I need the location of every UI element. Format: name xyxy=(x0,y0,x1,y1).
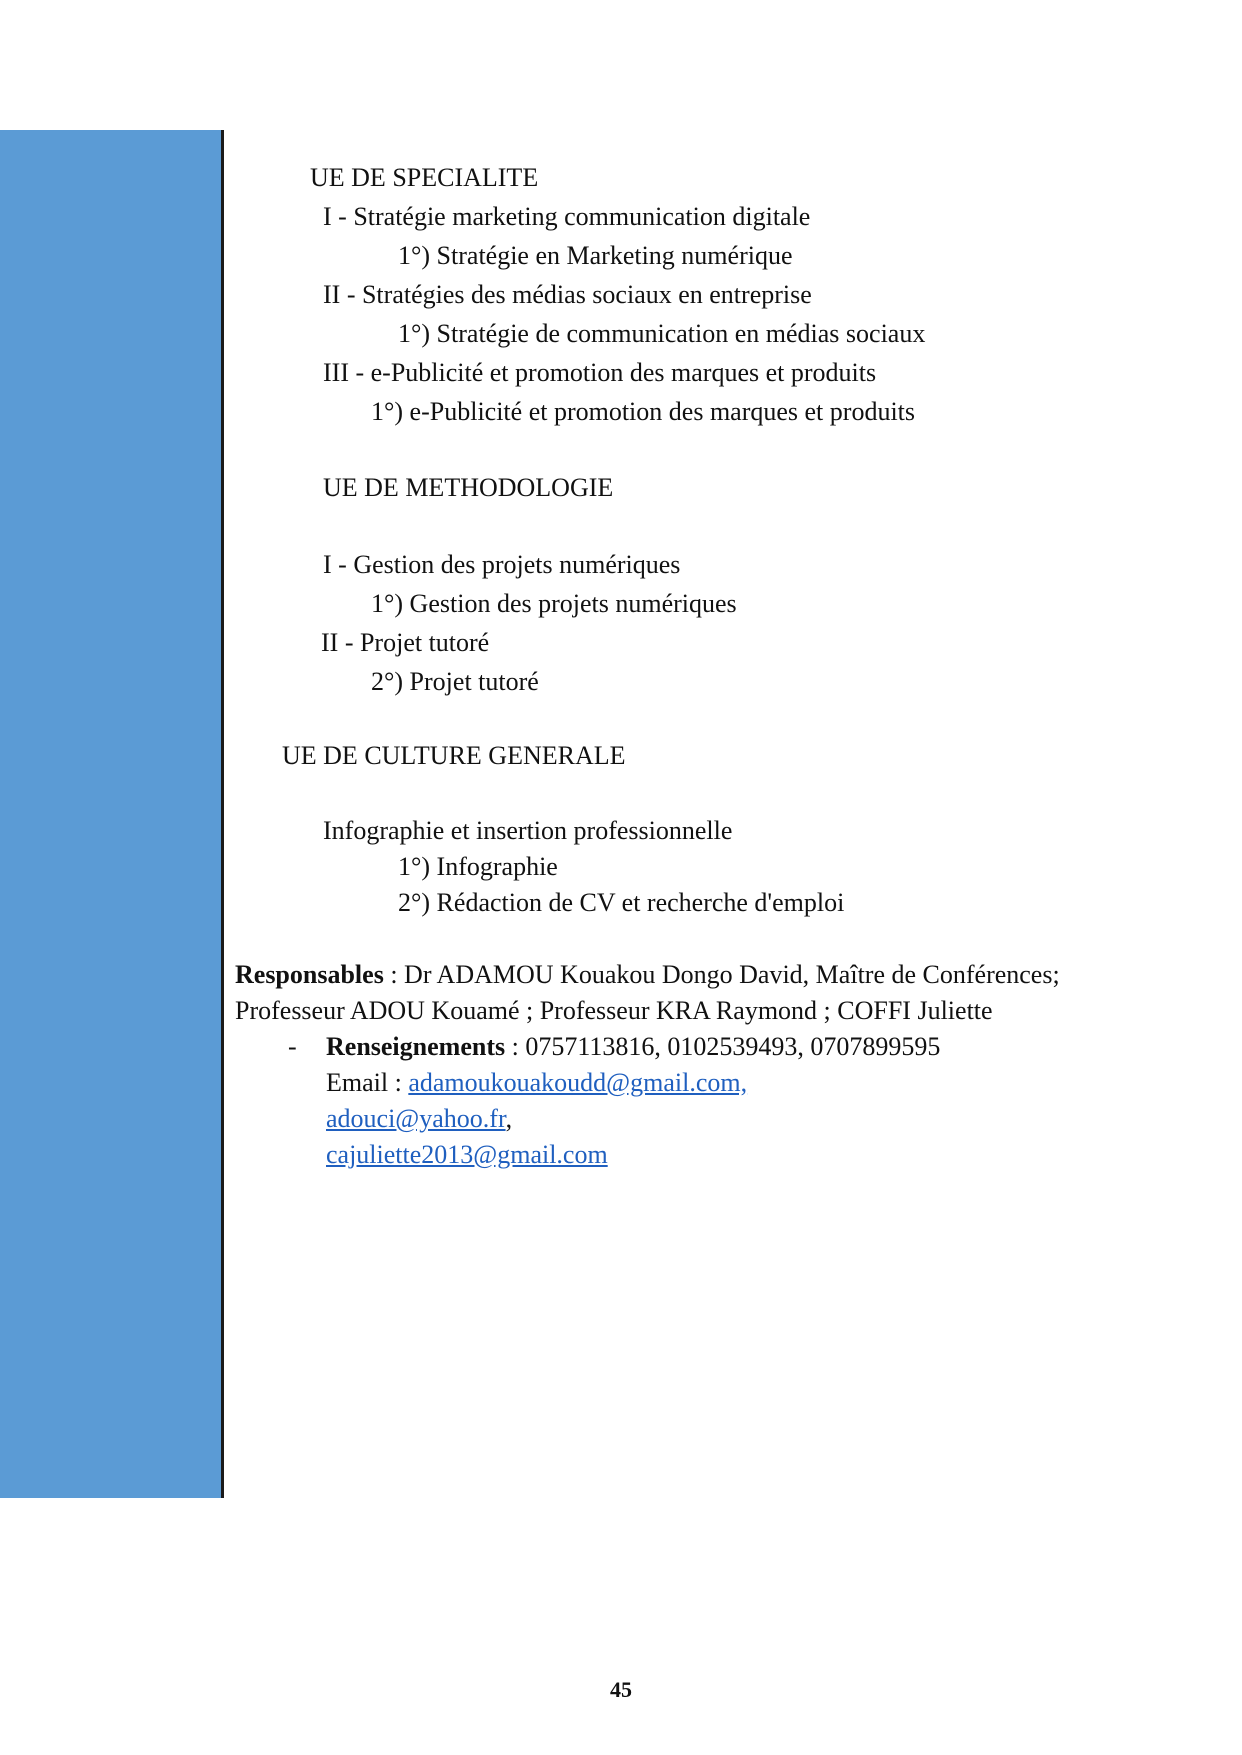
side-vertical-rule xyxy=(221,130,224,1498)
heading-methodologie: UE DE METHODOLOGIE xyxy=(323,473,614,502)
heading-specialite: UE DE SPECIALITE xyxy=(310,163,539,192)
renseignements-line xyxy=(326,1031,940,1063)
email-line-3 xyxy=(326,1139,608,1171)
responsables-line-2: Professeur ADOU Kouamé ; Professeur KRA Raymond ; COFFI Juliette xyxy=(235,996,993,1025)
methodologie-item-2-title: II - Projet tutoré xyxy=(321,628,490,657)
specialite-item-2-sub: 1°) Stratégie de communication en médias sociaux xyxy=(398,319,926,348)
page-number: 45 xyxy=(610,1677,632,1702)
responsables-label: Responsables xyxy=(235,960,384,989)
specialite-item-2-title: II - Stratégies des médias sociaux en entreprise xyxy=(323,280,812,309)
specialite-item-3-title: III - e-Publicité et promotion des marques et produits xyxy=(323,358,877,387)
specialite-item-1-title: I - Stratégie marketing communication digitale xyxy=(323,202,811,231)
responsables-line xyxy=(235,959,1060,991)
email-line-1 xyxy=(326,1067,747,1099)
methodologie-item-1-title: I - Gestion des projets numériques xyxy=(323,550,681,579)
email-link-3[interactable]: cajuliette2013@gmail.com xyxy=(326,1140,608,1169)
email-link-2[interactable]: adouci@yahoo.fr xyxy=(326,1104,506,1133)
renseignements-label: Renseignements xyxy=(326,1032,506,1061)
specialite-item-1-sub: 1°) Stratégie en Marketing numérique xyxy=(398,241,793,270)
side-color-band xyxy=(0,130,221,1498)
responsables-text: : Dr ADAMOU Kouakou Dongo David, Maître de Conférences; xyxy=(383,960,1060,989)
heading-culture-generale: UE DE CULTURE GENERALE xyxy=(282,741,626,770)
culture-sub-2: 2°) Rédaction de CV et recherche d'emploi xyxy=(398,888,845,917)
email-label: Email : xyxy=(326,1068,409,1097)
methodologie-item-1-sub: 1°) Gestion des projets numériques xyxy=(371,589,737,618)
email-link-1[interactable]: adamoukouakoudd@gmail.com, xyxy=(408,1068,748,1097)
culture-title: Infographie et insertion professionnelle xyxy=(323,816,733,845)
culture-sub-1: 1°) Infographie xyxy=(398,852,558,881)
renseignements-text: : 0757113816, 0102539493, 0707899595 xyxy=(505,1032,941,1061)
email-separator: , xyxy=(505,1104,513,1133)
methodologie-item-2-sub: 2°) Projet tutoré xyxy=(371,667,539,696)
email-line-2 xyxy=(326,1103,512,1135)
bullet-dash: - xyxy=(288,1032,297,1061)
specialite-item-3-sub: 1°) e-Publicité et promotion des marques et produits xyxy=(371,397,916,426)
